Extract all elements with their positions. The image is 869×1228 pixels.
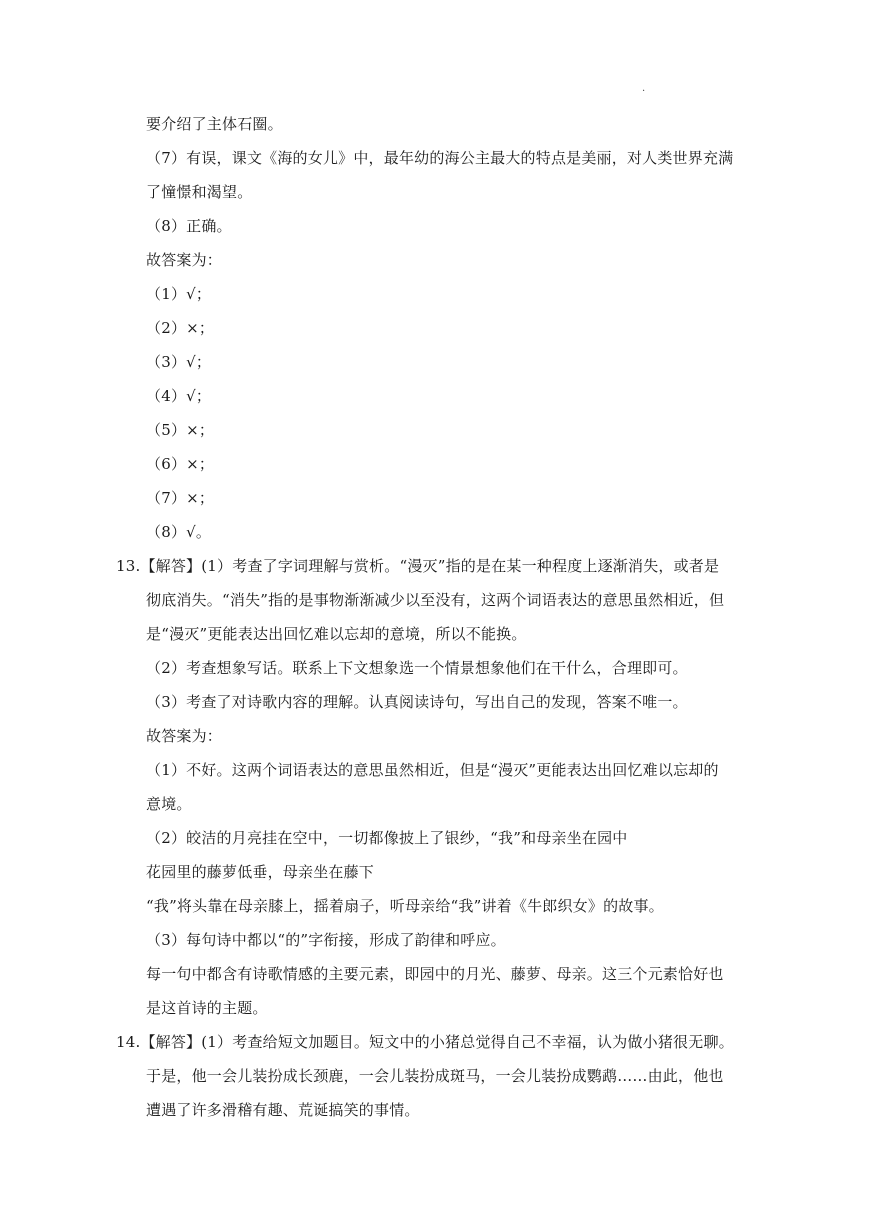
text-line: 于是，他一会儿装扮成长颈鹿，一会儿装扮成斑马，一会儿装扮成鹦鹉……由此，他也 [146, 1067, 724, 1085]
answer-line: （4）√； [146, 387, 212, 405]
text-line: （1）不好。这两个词语表达的意思虽然相近，但是“漫灭”更能表达出回忆难以忘却的 [146, 761, 719, 779]
answer-line: （8）√。 [146, 523, 212, 541]
text-line: 是这首诗的主题。 [146, 999, 268, 1017]
answer-line: （6）×； [146, 455, 215, 473]
answer-line: （5）×； [146, 421, 215, 439]
corner-mark: . [642, 83, 646, 94]
text-line: （3）考查了对诗歌内容的理解。认真阅读诗句，写出自己的发现，答案不唯一。 [146, 693, 688, 711]
question-14-heading: 14.【解答】(1）考查给短文加题目。短文中的小猪总觉得自己不幸福，认为做小猪很无聊。 [116, 1033, 734, 1051]
text-line: （7）有误，课文《海的女儿》中，最年幼的海公主最大的特点是美丽，对人类世界充满 [146, 149, 734, 167]
answer-line: （7）×； [146, 489, 215, 507]
answer-line: （2）×； [146, 319, 215, 337]
question-13-heading: 13.【解答】(1）考查了字词理解与赏析。“漫灭”指的是在某一种程度上逐渐消失，或者是 [116, 557, 720, 575]
text-line: 要介绍了主体石圈。 [146, 115, 283, 133]
text-line: 了憧憬和渴望。 [146, 183, 253, 201]
text-line: （8）正确。 [146, 217, 232, 235]
text-line: （2）考查想象写话。联系上下文想象选一个情景想象他们在干什么，合理即可。 [146, 659, 688, 677]
text-line: 故答案为： [146, 727, 223, 745]
text-line: 花园里的藤萝低垂，母亲坐在藤下 [146, 863, 375, 881]
text-line: （2）皎洁的月亮挂在空中，一切都像披上了银纱，“我”和母亲坐在园中 [146, 829, 628, 847]
text-line: 每一句中都含有诗歌情感的主要元素，即园中的月光、藤萝、母亲。这三个元素恰好也 [146, 965, 724, 983]
text-line: 遭遇了许多滑稽有趣、荒诞搞笑的事情。 [146, 1101, 420, 1119]
answer-line: （1）√； [146, 285, 212, 303]
text-line: （3）每句诗中都以“的”字衔接，形成了韵律和呼应。 [146, 931, 506, 949]
text-line: “我”将头靠在母亲膝上，摇着扇子，听母亲给“我”讲着《牛郎织女》的故事。 [146, 897, 664, 915]
text-line: 故答案为： [146, 251, 223, 269]
text-line: 彻底消失。“消失”指的是事物渐渐减少以至没有，这两个词语表达的意思虽然相近，但 [146, 591, 725, 609]
answer-line: （3）√； [146, 353, 212, 371]
text-line: 是“漫灭”更能表达出回忆难以忘却的意境，所以不能换。 [146, 625, 527, 643]
text-line: 意境。 [146, 795, 192, 813]
